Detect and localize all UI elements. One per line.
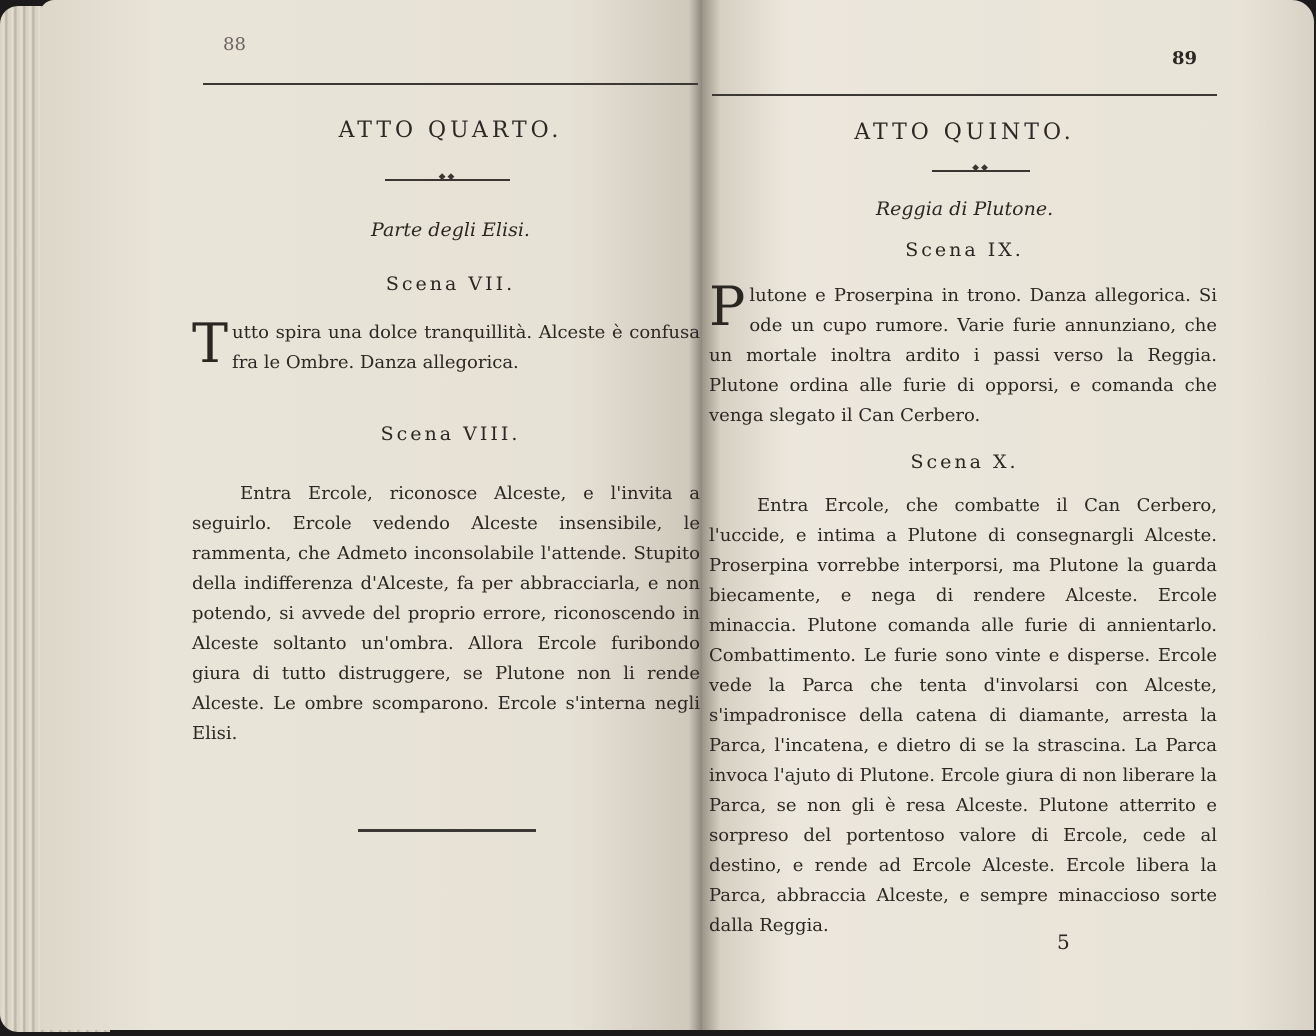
right-page bbox=[702, 0, 1314, 1030]
scene-text: lutone e Proserpina in trono. Danza allegorica. Si ode un cupo rumore. Varie furie annunziano, che un mortale inoltra ardito i passi verso la Reggia. Plutone ordina alle furie di opporsi, e comanda che venga slegato il Can Cerbero. bbox=[709, 285, 1217, 426]
scene-title: Scena VII. bbox=[385, 273, 516, 295]
scene-title: Scena X. bbox=[910, 451, 1019, 473]
page-number: 89 bbox=[1172, 48, 1198, 69]
drop-cap: T bbox=[192, 312, 229, 375]
scene-paragraph: Entra Ercole, riconosce Alceste, e l'invita a seguirlo. Ercole vedendo Alceste insensibile, le rammenta, che Admeto inconsolabile l'attende. Stupito della indifferenza d'Alceste, fa per abbracciarla, e non potendo, si avvede del proprio errore, riconoscendo in Alceste soltanto un'ombra. Allora Ercole furibondo giura di tutto distruggere, se Plutone non li rende Alceste. Le ombre scomparono. Ercole s'interna negli Elisi. bbox=[192, 483, 700, 744]
left-page bbox=[40, 0, 702, 1030]
ornament-divider bbox=[932, 170, 1030, 172]
page-number: 88 bbox=[223, 34, 246, 55]
header-rule bbox=[712, 94, 1217, 96]
drop-cap: P bbox=[709, 275, 746, 338]
scene-text: utto spira una dolce tranquillità. Alceste è confusa fra le Ombre. Danza allegorica. bbox=[232, 322, 700, 373]
act-title: ATTO QUARTO. bbox=[338, 118, 563, 143]
header-rule bbox=[203, 83, 698, 85]
scene-place: Reggia di Plutone. bbox=[875, 198, 1054, 220]
scene-paragraph: Entra Ercole, che combatte il Can Cerbero, l'uccide, e intima a Plutone di consegnargli Alceste. Proserpina vorrebbe interporsi, ma Plutone la guarda biecamente, e nega di rendere Alceste. Ercole minaccia. Plutone comanda alle furie di annientarlo. Combattimento. Le furie sono vinte e disperse. Ercole vede la Parca che tenta d'involarsi con Alceste, s'impadronisce della catena di diamante, arresta la Parca, l'incatena, e dietro di se la strascina. La Parca invoca l'ajuto di Plutone. Ercole giura di non liberare la Parca, se non gli è resa Alceste. Plutone atterrito e sorpreso del portentoso valore di Ercole, cede al destino, e rende ad Ercole Alceste. Ercole libera la Parca, abbraccia Alceste, e sempre minaccioso sorte dalla Reggia. bbox=[709, 495, 1217, 936]
scene-title: Scena IX. bbox=[905, 239, 1024, 261]
scene-title: Scena VIII. bbox=[380, 423, 521, 445]
end-rule bbox=[358, 829, 536, 832]
ornament-divider bbox=[385, 179, 510, 181]
scene-paragraph bbox=[192, 312, 700, 378]
scene-place: Parte degli Elisi. bbox=[371, 219, 530, 241]
signature-mark: 5 bbox=[1057, 930, 1070, 954]
act-title: ATTO QUINTO. bbox=[854, 120, 1075, 145]
scene-paragraph bbox=[709, 275, 1217, 431]
